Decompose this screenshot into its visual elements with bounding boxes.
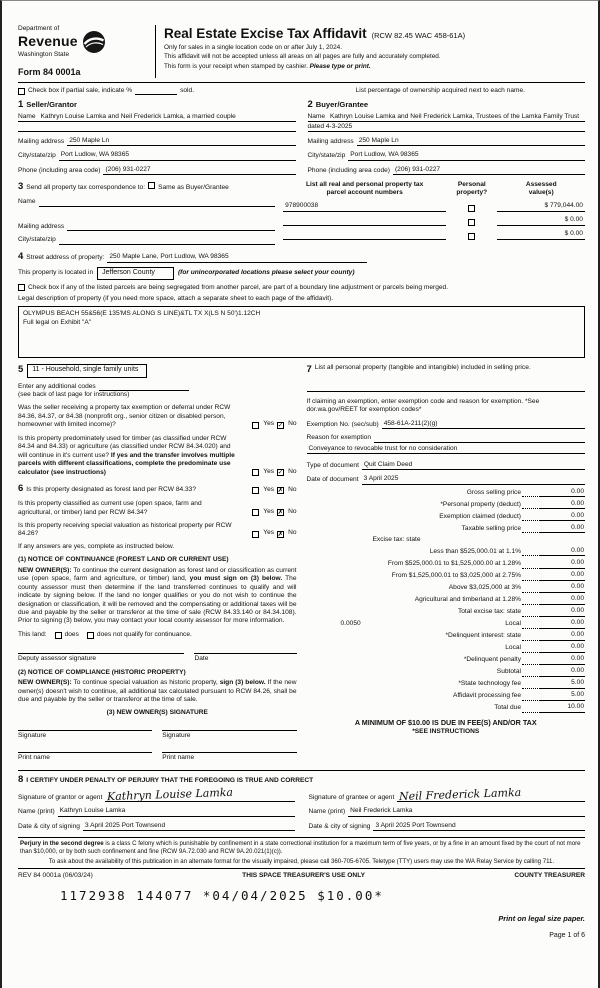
assessed-value[interactable]: $ 0.00 <box>497 216 585 225</box>
partial-sale-label: Check box if partial sale, indicate % <box>28 87 133 95</box>
section-8-certification: 8 I CERTIFY UNDER PENALTY OF PERJURY THAT THE FOREGOING IS TRUE AND CORRECT Signature of grantor or agent Kathryn Louise Lamka Name (print) Kathryn Louise Lamka Date & city of signing 3 April 2025 Port Townsend Signature of grantee or agent Neil Frederick Lamka Name (print) Neil Frederick Lamka Date & city of signing 3 April 2025 Port Townsend <box>18 770 585 831</box>
new-owner-print-name-1[interactable]: Print name <box>18 752 152 762</box>
buyer-city-state-zip[interactable]: Port Ludlow, WA 98365 <box>348 151 585 160</box>
form-header <box>18 25 585 83</box>
buyer-mailing-address[interactable]: 250 Maple Ln <box>357 137 585 146</box>
grantor-signature: Kathryn Louise Lamka <box>107 785 234 804</box>
notice-continuance-body: NEW OWNER(S): To continue the current designation as forest land or classification as current use (open space, farm and agriculture, or timber) land, you must sign on (3) below. The county assessor must then determine if the land transferred continues to qualify and will indicate by signing below. If the land no longer qualifies or you do not wish to continue the designation or classification, it will be removed and the compensating or additional taxes will be due and payable by the seller or transferor at the time of sale (RCW 84.33.140 or 84.34.108). Prior to signing (3) below, you may contact your local county assessor for more information. <box>18 566 297 625</box>
exemption-reason-field[interactable] <box>374 434 585 443</box>
revenue-wordmark: Revenue <box>18 33 78 50</box>
answers-yes-note: If any answers are yes, complete as instructed below. <box>18 542 175 550</box>
assessed-value[interactable]: $ 0.00 <box>497 230 585 239</box>
buyer-grantee-title: Buyer/Grantee <box>315 100 369 110</box>
grantee-signature-field[interactable] <box>397 785 585 804</box>
partial-sale-checkbox[interactable] <box>18 88 25 95</box>
footer-row <box>18 872 585 880</box>
form-number: Form 84 0001a <box>18 66 81 77</box>
current-use-no-checkbox[interactable]: ✗ <box>277 509 284 517</box>
parcel-table <box>283 181 585 240</box>
street-address-value[interactable]: 250 Maple Lane, Port Ludlow, WA 98365 <box>107 253 367 262</box>
header-note-2: This affidavit will not be accepted unless all areas on all pages are fully and accurately completed. <box>164 53 441 61</box>
page-number: Page 1 of 6 <box>549 931 585 939</box>
tier4-amount[interactable]: 0.00 <box>539 583 585 592</box>
segregated-checkbox[interactable] <box>18 284 25 291</box>
exemption-note: If claiming an exemption, enter exemption code and reason for exemption. *See dor.wa.gov/REET for exemption codes* <box>306 397 540 414</box>
seller-mailing-address[interactable]: 250 Maple Ln <box>67 137 295 146</box>
correspondence-city-field[interactable] <box>59 236 275 245</box>
cashier-stamp: 1172938 144077 *04/04/2025 $10.00* <box>60 888 384 904</box>
q1-yes-checkbox[interactable] <box>252 422 259 429</box>
assessed-value[interactable]: $ 779,044.00 <box>497 202 585 211</box>
rev-number: REV 84 0001a (06/03/24) <box>18 871 93 879</box>
section-1-seller: 1 Seller/Grantor Name Kathryn Louise Lamka and Neil Frederick Lamka, a married couple Mailing address 250 Maple Ln City/state/zip Port Ludlow, WA 98365 Phone (including area code) (206) 931-0227 <box>18 99 296 174</box>
seller-grantor-title: Seller/Grantor <box>26 100 77 110</box>
personal-property-intro: List all personal property (tangible and intangible) included in selling price. <box>314 363 531 371</box>
partial-sale-percent-field[interactable] <box>135 88 177 95</box>
segregated-label: Check box if any of the listed parcels are being segregated from another parcel, are part of a boundary line adjustment or parcels being merged. <box>28 283 449 291</box>
historic-yes-checkbox[interactable] <box>252 531 259 538</box>
grantor-print-name[interactable]: Kathryn Louise Lamka <box>58 807 295 816</box>
document-type-field[interactable]: Quit Claim Deed <box>362 461 585 470</box>
land-does-checkbox[interactable] <box>55 632 62 639</box>
local-tax-amount[interactable]: 0.00 <box>539 619 585 628</box>
parcel-number-value[interactable] <box>283 231 446 240</box>
seller-city-state-zip[interactable]: Port Ludlow, WA 98365 <box>59 151 296 160</box>
legal-description-box[interactable] <box>18 306 585 358</box>
notice-continuance-title: (1) NOTICE OF CONTINUANCE (FOREST LAND OR CURRENT USE) <box>18 556 229 564</box>
correspondence-name-field[interactable] <box>39 198 276 207</box>
assessed-value-header: Assessed value(s) <box>525 180 557 197</box>
section-4-property: 4 Street address of property: 250 Maple Lane, Port Ludlow, WA 98365 This property is located in Jefferson County (for unincorporated locations please select your county) Check box if any of the listed parcels are being segregated from another parcel, are part of a boundary line adjustment or parcels being merged. Legal description of property (if you need more space, attach a separate sheet to each page of the affidavit). OLYMPUS BEACH 55&56(E 135'MS ALONG S LINE)&TL TX X(LS N 50')1.12CH Full legal on Exhibit "A" <box>18 251 585 358</box>
forest-no-checkbox[interactable]: ✗ <box>277 487 284 495</box>
grantor-date-city[interactable]: 3 April 2025 Port Townsend <box>83 822 295 831</box>
personal-property-checkbox[interactable] <box>468 219 475 226</box>
section-2-buyer: 2 Buyer/Grantee Name Kathryn Louise Lamka and Neil Frederick Lamka, Trustees of the Lamka Family Trust dated 4-3-2025 Mailing address 250 Maple Ln City/state/zip Port Ludlow, WA 98365 Phone (including area code) (206) 931-0227 <box>308 99 586 174</box>
new-owner-signature-2[interactable]: Signature <box>162 730 296 740</box>
new-owner-print-name-2[interactable]: Print name <box>162 752 296 762</box>
new-owner-signature-1[interactable]: Signature <box>18 730 152 740</box>
gross-selling-price[interactable]: 0.00 <box>539 488 585 497</box>
timber-agriculture-question: Is this property predominately used for timber (as classified under RCW 84.34 and 84.33) or agriculture (as classified under RCW 84.34.020) and will continue in it's current use? If yes and the transfer involves multiple parcels with different classifications, complete the predominate use calculator (see instructions) <box>18 434 235 476</box>
q2-yes-checkbox[interactable] <box>252 469 259 476</box>
q1-no-checkbox[interactable]: ✓ <box>277 421 284 429</box>
delinquent-interest-local[interactable]: 0.00 <box>539 643 585 652</box>
same-as-buyer-label: Same as Buyer/Grantee <box>158 183 229 191</box>
dor-logo-icon <box>82 30 106 54</box>
parcel-row <box>283 230 585 239</box>
exemption-reason-value[interactable]: Conveyance to revocable trust for no consideration <box>307 443 586 454</box>
minimum-due-note: A MINIMUM OF $10.00 IS DUE IN FEE(S) AND/OR TAX <box>354 717 537 727</box>
codes-instructions-note: (see back of last page for instructions) <box>18 391 130 399</box>
dept-of-label: Department of <box>18 25 60 32</box>
additional-codes-field[interactable] <box>99 383 189 392</box>
section-5-use-code: 5 11 - Household, single family units Enter any additional codes (see back of last page for instructions) Was the seller receiving a property tax exemption or deferral under RCW 84.36, 84.37, or 84.38 (nonprofit org., senior citizen or disabled person, homeowner with limited income)? Yes ✓ No Is this property predominately used for timber (as classified under RCW 84.34 and 84.33) or agriculture (as classified under RCW 84.34.020) and will continue in it's current use? If yes and the transfer involves multiple parcels with different classifications, complete the predominate use calculator (see instructions) Yes ✓ No <box>18 364 297 476</box>
accessibility-notice: To ask about the availability of this publication in an alternate format for the visually impaired, please call 360-705-6705. Teletype (TTY) users may use the WA Relay Service by calling 711. <box>48 857 555 865</box>
historic-property-question: Is this property receiving special valuation as historical property per RCW 84.26? <box>18 522 232 538</box>
notice-compliance-body: NEW OWNER(S): To continue special valuation as historic property, sign (3) below. If the new owner(s) doesn't wish to continue, all additional tax calculated pursuant to RCW 84.26, shall be due and payable by the seller or transferor at the time of sale. <box>18 679 297 704</box>
correspondence-intro: Send all property tax correspondence to: <box>26 183 146 191</box>
buyer-name-field[interactable]: Name Kathryn Louise Lamka and Neil Frederick Lamka, Trustees of the Lamka Family Trust dated 4-3-2025 <box>308 112 586 132</box>
land-qualify-row: This land: does does not qualify for continuance. <box>18 630 192 638</box>
document-date-field[interactable]: 3 April 2025 <box>362 475 585 484</box>
forest-land-question: 6 Is this property designated as forest land per RCW 84.33? <box>18 482 196 494</box>
current-use-question: Is this property classified as current use (open space, farm and agricultural, or timber) land per RCW 84.34? <box>18 500 202 516</box>
correspondence-mailing-field[interactable] <box>67 223 275 232</box>
personal-property-deduct[interactable]: 0.00 <box>539 500 585 509</box>
total-excise-tax-state[interactable]: 0.00 <box>539 607 585 616</box>
total-due[interactable]: 10.00 <box>539 703 585 712</box>
parcel-numbers-header: List all real and personal property tax parcel account numbers <box>306 180 424 197</box>
seller-phone[interactable]: (206) 931-0227 <box>103 166 295 175</box>
state-technology-fee[interactable]: 5.00 <box>539 679 585 688</box>
tier2-amount[interactable]: 0.00 <box>539 559 585 568</box>
exemption-deferral-question: Was the seller receiving a property tax exemption or deferral under RCW 84.36, 84.37, or 84.38 (nonprofit org., senior citizen or disabled person, homeowner with limited income)? <box>18 404 231 429</box>
taxable-selling-price[interactable]: 0.00 <box>539 524 585 533</box>
subtotal[interactable]: 0.00 <box>539 667 585 676</box>
personal-property-checkbox[interactable] <box>468 233 475 240</box>
section-7-tax: 7 List all personal property (tangible and intangible) included in selling price. If claiming an exemption, enter exemption code and reason for exemption. *See dor.wa.gov/REET for exemption codes* Exemption No. (sec/sub) 458-61A-211(2)(g) Reason for exemption Conveyance to revocable trust for no consideration Type of document Quit Claim Deed Date of document 3 April 2025 Gross selling price 0.00 *Personal property (deduct) 0.00 Exemption claimed (deduct) 0.00 Taxable selling price 0.00 Excise tax: state Less than $525,000.01 at 1.1% 0.00 From $525,000.01 to $1,525,000.00 at 1.28% 0.00 From $1,525,000.01 to $3,025,000 at 2.75% 0.00 Above $3,025,000 at 3% 0.00 Agricultural and timberland at 1.28% 0.00 Total excise tax: state 0.00 0.0050 Local 0.00 *Delinquent interest: state 0.00 Local 0.00 *Delinquent penalty 0.00 Subtotal 0.00 *State technology fee 5.00 Affidavit processing fee 5.00 Total due 10.00 A MINIMUM OF $10.00 IS DUE IN FEE(S) AND/OR TAX *SEE INSTRUCTIONS <box>306 363 584 736</box>
local-rate-value: 0.0050 <box>340 620 361 628</box>
personal-property-header: Personal property? <box>456 180 488 197</box>
tier1-amount[interactable]: 0.00 <box>539 547 585 556</box>
same-as-buyer-checkbox[interactable] <box>148 182 155 189</box>
parcel-number-value[interactable] <box>283 217 446 226</box>
ownership-percent-note: List percentage of ownership acquired next to each name. <box>355 87 525 95</box>
parcel-row <box>283 216 585 225</box>
new-owner-signature-title: (3) NEW OWNER(S) SIGNATURE <box>106 709 208 717</box>
tax-computation-table: Gross selling price 0.00 *Personal property (deduct) 0.00 Exemption claimed (deduct) 0.00 Taxable selling price 0.00 Excise tax: state Less than $525,000.01 at 1.1% 0.00 From $525,000.01 to $1,525,000.00 at 1.28% 0.00 From $1,525,000.01 to $3,025,000 at 2.75% 0.00 Above $3,025,000 at 3% 0.00 Agricultural and timberland at 1.28% 0.00 Total excise tax: state 0.00 0.0050 Local 0.00 *Delinquent interest: state 0.00 Local 0.00 *Delinquent penalty 0.00 Subtotal 0.00 *State technology fee 5.00 Affidavit processing fee 5.00 Total due 10.00 <box>307 488 586 713</box>
exemption-claimed-deduct[interactable]: 0.00 <box>539 512 585 521</box>
header-note-3: This form is your receipt when stamped by cashier. Please type or print. <box>164 63 371 71</box>
agricultural-timberland-amount[interactable]: 0.00 <box>539 595 585 604</box>
grantor-signature-field[interactable] <box>105 785 294 804</box>
tier3-amount[interactable]: 0.00 <box>539 571 585 580</box>
q2-no-checkbox[interactable]: ✓ <box>277 468 284 476</box>
grantee-signature: Neil Frederick Lamka <box>399 785 522 804</box>
county-note: (for unincorporated locations please select your county) <box>177 269 355 277</box>
section-6-classification: 6 Is this property designated as forest land per RCW 84.33? Yes ✗ No Is this property classified as current use (open space, farm and agricultural, or timber) land per RCW 84.34? Yes ✗ No Is this property receiving special valuation as historical property per RCW 84.26? Yes ✗ No If any answers are yes, complete as instructed below. (1) NOTICE OF CONTINUANCE (FOREST LAND OR CURRENT USE) NEW OWNER(S): To continue the current designation as forest land or classification as current use (open space, farm and agriculture, or timber) land, you must sign on (3) below. The county assessor must then determine if the land transferred continues to qualify and will indicate by signing below. If the land no longer qualifies or you do not wish to continue the designation or classification, it will be removed and the compensating or additional taxes will be due and payable by the seller or transferor at the time of sale (RCW 84.33.140 or 84.34.108). Prior to signing (3) below, you may contact your local county assessor for more information. This land: does does not qualify for continuance. Deputy assessor signature Date (2) NOTICE OF COMPLIANCE (HISTORIC PROPERTY) NEW OWNER(S): To continue special valuation as historic property, sign (3) below. If the new owner(s) doesn't wish to continue, all additional tax calculated pursuant to RCW 84.26, shall be due and payable by the seller or transferor at the time of sale. (3) NEW OWNER(S) SIGNATURE Signature Signature Print name Print name <box>18 482 297 762</box>
buyer-name-value[interactable]: Kathryn Louise Lamka and Neil Frederick Lamka, Trustees of the Lamka Family Trust dated 4-3-2025 <box>307 112 580 130</box>
county-treasurer-label: COUNTY TREASURER <box>514 871 585 879</box>
legal-description-label: Legal description of property (if you need more space, attach a separate sheet to each page of the affidavit). <box>18 295 334 303</box>
notice-compliance-title: (2) NOTICE OF COMPLIANCE (HISTORIC PROPERTY) <box>18 668 186 676</box>
washington-state-label: Washington State <box>18 51 70 59</box>
deputy-assessor-date-line[interactable]: Date <box>194 653 296 663</box>
form-title: Real Estate Excise Tax Affidavit <box>164 26 367 41</box>
current-use-yes-checkbox[interactable] <box>252 509 259 516</box>
grantee-date-city[interactable]: 3 April 2025 Port Townsend <box>373 822 585 831</box>
seller-name-field[interactable]: Name Kathryn Louise Lamka and Neil Frederick Lamka, a married couple <box>18 112 296 132</box>
treasurer-space-label: THIS SPACE TREASURER'S USE ONLY <box>242 871 366 879</box>
personal-property-checkbox[interactable] <box>468 205 475 212</box>
parcel-number-value[interactable]: 978900038 <box>283 202 446 211</box>
legal-description-line1: OLYMPUS BEACH 55&56(E 135'MS ALONG S LINE)&TL TX X(LS N 50')1.12CH <box>23 309 261 317</box>
affidavit-processing-fee[interactable]: 5.00 <box>539 691 585 700</box>
legal-size-note: Print on legal size paper. <box>498 914 585 924</box>
forest-yes-checkbox[interactable] <box>252 487 259 494</box>
section-3-correspondence: 3 Send all property tax correspondence to: Same as Buyer/Grantee Name Mailing address City/state/zip List all real and personal property tax parcel account numbers Personal property? Assessed value(s) 978900038 $ 779,044.00 $ 0.00 $ 0.00 <box>18 181 585 245</box>
land-use-code-select[interactable]: 11 - Household, single family units <box>27 364 147 378</box>
seller-name-value[interactable]: Kathryn Louise Lamka and Neil Frederick Lamka, a married couple <box>40 112 236 120</box>
perjury-notice: Perjury in the second degree is a class C felony which is punishable by confinement in a state correctional institution for a maximum term of five years, or by a fine in an amount fixed by the court of not more than $10,000, or by both such confinement and fine (RCW 9A.72.030 and RCW 9A.20.021(1)(c)). To ask about the availability of this publication in an alternate format for the visually impaired, please call 360-705-6705. Teletype (TTY) users may use the WA Relay Service by calling 711. <box>18 837 585 868</box>
land-does-not-checkbox[interactable] <box>87 632 94 639</box>
exemption-number-field[interactable]: 458-61A-211(2)(g) <box>382 420 585 429</box>
agency-block <box>18 25 156 78</box>
delinquent-penalty[interactable]: 0.00 <box>539 655 585 664</box>
buyer-phone[interactable]: (206) 931-0227 <box>393 166 585 175</box>
delinquent-interest-state[interactable]: 0.00 <box>539 631 585 640</box>
historic-no-checkbox[interactable]: ✗ <box>277 530 284 538</box>
grantee-print-name[interactable]: Neil Frederick Lamka <box>348 807 585 816</box>
certification-title: I CERTIFY UNDER PENALTY OF PERJURY THAT THE FOREGOING IS TRUE AND CORRECT <box>26 776 314 784</box>
county-select[interactable]: Jefferson County <box>97 267 174 280</box>
partial-sale-row: Check box if partial sale, indicate % sold. List percentage of ownership acquired next to each name. <box>18 87 585 95</box>
legal-description-line2: Full legal on Exhibit "A" <box>23 319 92 327</box>
rcw-reference: (RCW 82.45 WAC 458-61A) <box>371 31 466 40</box>
see-instructions-note: *SEE INSTRUCTIONS <box>412 728 480 736</box>
header-note-1: Only for sales in a single location code on or after July 1, 2024. <box>164 43 342 51</box>
parcel-row <box>283 202 585 211</box>
excise-tax-state-label: Excise tax: state <box>372 536 421 543</box>
personal-property-list-field[interactable] <box>307 376 586 392</box>
deputy-assessor-signature-line[interactable]: Deputy assessor signature <box>18 653 184 663</box>
